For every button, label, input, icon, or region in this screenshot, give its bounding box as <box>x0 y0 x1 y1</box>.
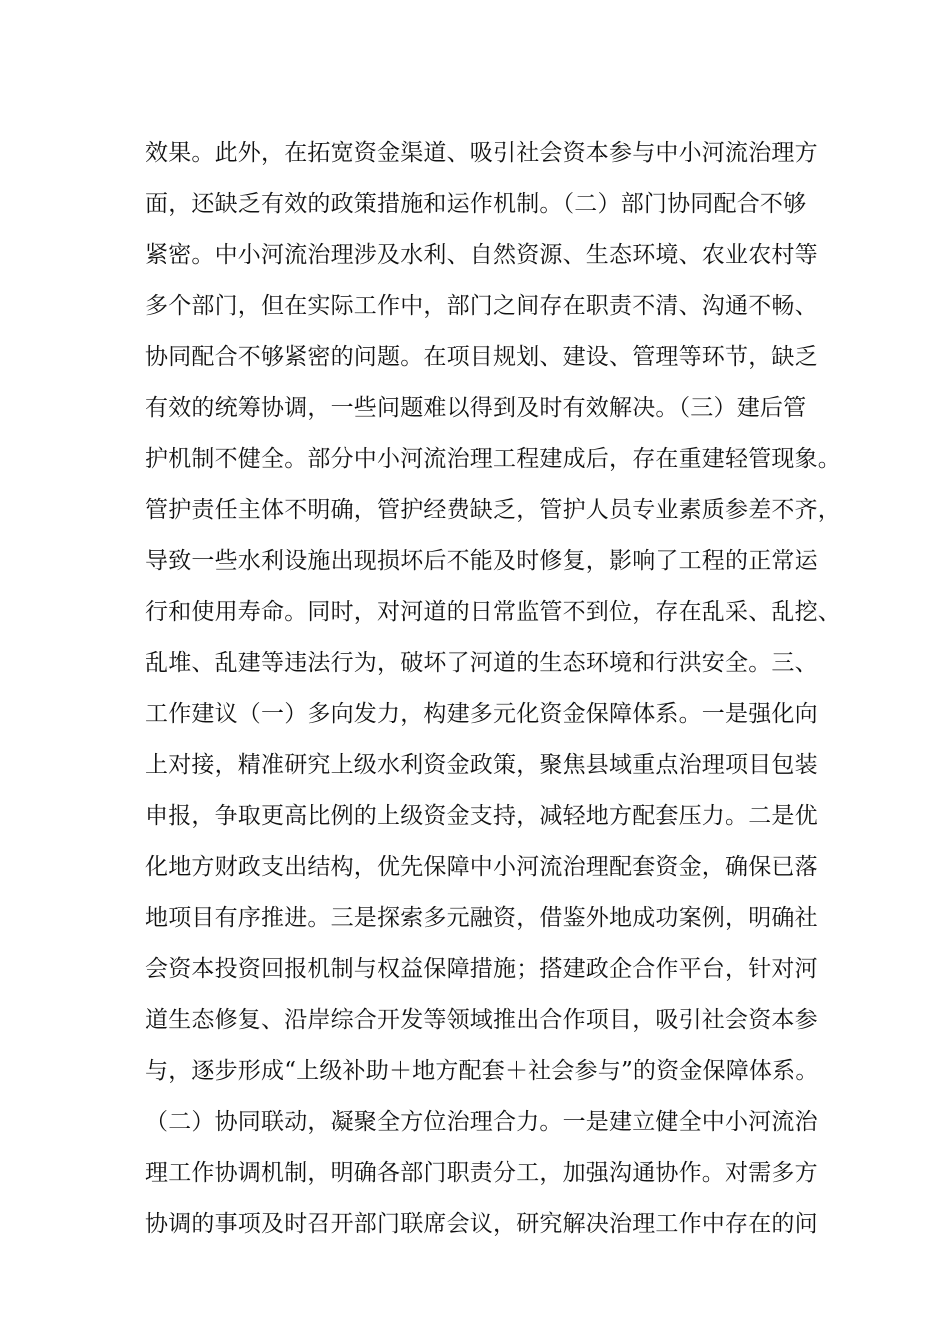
text-line: 道生态修复、沿岸综合开发等领域推出合作项目，吸引社会资本参 <box>145 1007 818 1033</box>
text-line: 护机制不健全。部分中小河流治理工程建成后，存在重建轻管现象。 <box>145 446 841 472</box>
text-line: 与，逐步形成“上级补助＋地方配套＋社会参与”的资金保障体系。 <box>145 1058 819 1084</box>
body-text <box>145 128 845 1250</box>
text-line: 导致一些水利设施出现损坏后不能及时修复，影响了工程的正常运 <box>145 548 818 574</box>
text-line: （二）协同联动，凝聚全方位治理合力。一是建立健全中小河流治 <box>145 1109 818 1135</box>
text-line: 工作建议（一）多向发力，构建多元化资金保障体系。一是强化向 <box>145 701 818 727</box>
text-line: 有效的统筹协调，一些问题难以得到及时有效解决。（三）建后管 <box>145 395 807 421</box>
text-line: 效果。此外，在拓宽资金渠道、吸引社会资本参与中小河流治理方 <box>145 140 818 166</box>
text-line: 多个部门，但在实际工作中，部门之间存在职责不清、沟通不畅、 <box>145 293 818 319</box>
text-line: 会资本投资回报机制与权益保障措施；搭建政企合作平台，针对河 <box>145 956 818 982</box>
text-line: 理工作协调机制，明确各部门职责分工，加强沟通协作。对需多方 <box>145 1160 818 1186</box>
text-line: 协同配合不够紧密的问题。在项目规划、建设、管理等环节，缺乏 <box>145 344 818 370</box>
text-line: 行和使用寿命。同时，对河道的日常监管不到位，存在乱采、乱挖、 <box>145 599 841 625</box>
text-line: 上对接，精准研究上级水利资金政策，聚焦县域重点治理项目包装 <box>145 752 818 778</box>
text-line: 地项目有序推进。三是探索多元融资，借鉴外地成功案例，明确社 <box>145 905 818 931</box>
text-line: 申报，争取更高比例的上级资金支持，减轻地方配套压力。二是优 <box>145 803 818 829</box>
text-line: 管护责任主体不明确，管护经费缺乏，管护人员专业素质参差不齐， <box>145 497 841 523</box>
text-line: 紧密。中小河流治理涉及水利、自然资源、生态环境、农业农村等 <box>145 242 818 268</box>
text-line: 协调的事项及时召开部门联席会议，研究解决治理工作中存在的问 <box>145 1211 818 1237</box>
text-line: 面，还缺乏有效的政策措施和运作机制。（二）部门协同配合不够 <box>145 191 807 217</box>
text-line: 化地方财政支出结构，优先保障中小河流治理配套资金，确保已落 <box>145 854 818 880</box>
text-line: 乱堆、乱建等违法行为，破坏了河道的生态环境和行洪安全。三、 <box>145 650 818 676</box>
